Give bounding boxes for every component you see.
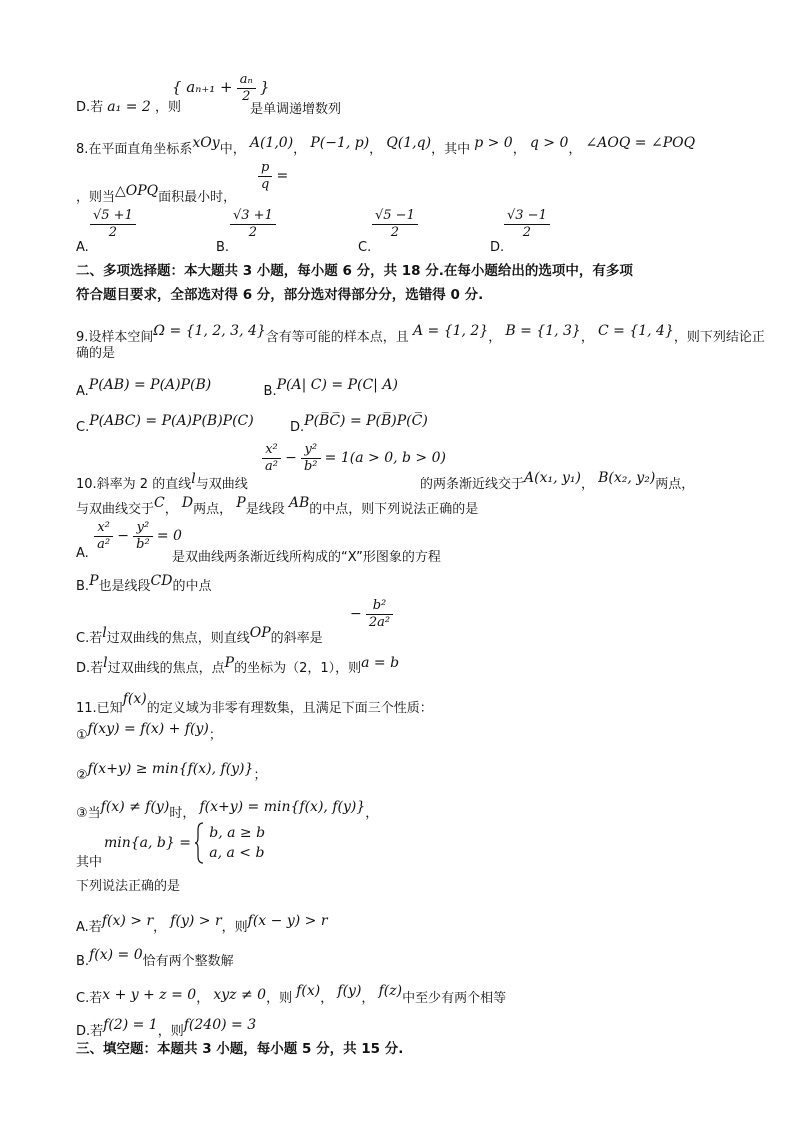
q9-sample-space: Ω = {1, 2, 3, 4}: [153, 323, 266, 339]
q8-text-e: 面积最小时，: [158, 190, 237, 205]
q10-opt-a-x-num: x²: [94, 520, 113, 537]
q9-option-a[interactable]: P(AB) = P(A)P(B): [88, 377, 212, 393]
q11-opt-a-sep: ，: [153, 920, 167, 935]
q10-point-b: B(x₂, y₂): [598, 470, 656, 486]
q8-point-q: Q(1,q): [386, 135, 432, 151]
q9-text-c: ，则下列结论正: [673, 330, 765, 345]
q11-opt-a-result: f(x − y) > r: [247, 913, 328, 929]
q10-opt-c-neg: −: [350, 606, 362, 622]
q8-angle-equality: ∠AOQ = ∠POQ: [585, 135, 696, 151]
q11-option-a-label: A.若: [76, 920, 102, 935]
q10-opt-d-eq: a = b: [361, 655, 400, 671]
q10-hyperbola: [262, 442, 446, 475]
q7-d-mid: ，则: [154, 100, 181, 115]
q10-segment-ab: AB: [288, 495, 310, 511]
q8-pq-ratio: [258, 160, 288, 193]
q11-opt-d-result: f(240) = 3: [183, 1017, 257, 1033]
q8-pq-eq: =: [276, 168, 289, 184]
q7-d-prefix: D.若: [76, 100, 104, 115]
q8-option-b-label: B.: [216, 240, 230, 255]
q9-text-a: 9.设样本空间: [76, 330, 154, 345]
q8-text-c: ，其中: [431, 142, 471, 157]
q11-option-c-label: C.若: [76, 991, 103, 1006]
q10-opt-c-den: 2a²: [368, 615, 391, 630]
q10-hyp-y-num: y²: [301, 442, 321, 459]
q9-option-c[interactable]: P(ABC) = P(A)P(B)P(C): [89, 413, 254, 429]
q9-stem-line2: 确的是: [76, 346, 116, 361]
q11-option-b-label: B.: [76, 954, 90, 969]
q9-set-c: C = {1, 4}: [598, 323, 674, 339]
q10-option-d[interactable]: [76, 654, 399, 678]
q10-opt-d-text-a: 过双曲线的焦点，点: [107, 661, 225, 676]
q7-d-seq-left: { aₙ₊₁ +: [172, 78, 233, 96]
q11-fx: f(x): [122, 691, 147, 707]
q10-text-e: 与双曲线交于: [76, 502, 155, 517]
q11-opt-c-f2: f(y): [337, 983, 362, 999]
q8-option-d[interactable]: [490, 208, 550, 255]
q7-d-tail: 是单调递增数列: [250, 102, 342, 117]
q8-text-d: ，则当: [76, 190, 116, 205]
q10-hyp-minus: −: [285, 450, 297, 466]
q10-text-g: 是线段: [245, 502, 285, 517]
q8-option-b[interactable]: [216, 208, 276, 255]
q10-hyp-x-den: a²: [265, 459, 278, 474]
q7-d-seq-num: aₙ: [237, 72, 256, 89]
q10-opt-c-op: OP: [249, 625, 271, 641]
q9-option-b[interactable]: P(A| C) = P(C| A): [276, 377, 398, 393]
q8-stem-line2: [76, 182, 236, 207]
q11-p3-formula: f(x+y) = min{f(x), f(y)}: [199, 799, 366, 815]
q9-sep: ，: [488, 330, 502, 345]
q10-opt-c-l: l: [102, 625, 107, 641]
q11-property-3: [76, 798, 378, 823]
q8-sep: ，: [568, 142, 582, 157]
q11-cases: [209, 823, 265, 863]
q11-p3-end: ，: [365, 806, 379, 821]
q10-text-d: 两点，: [655, 477, 695, 492]
q11-p1-mark: ①: [76, 728, 88, 743]
q11-option-d[interactable]: [76, 1016, 256, 1041]
q11-opt-d-cond: f(2) = 1: [103, 1017, 158, 1033]
q10-text-b: 与双曲线: [195, 477, 248, 492]
q10-point-c: C: [154, 495, 165, 511]
q11-p3-mid: 时，: [169, 806, 196, 821]
q8-p-positive: p > 0: [474, 135, 513, 151]
q8-pq-num: p: [258, 160, 272, 177]
q8-option-d-label: D.: [490, 240, 505, 255]
q10-opt-d-text-b: 的坐标为（2，1），则: [234, 661, 362, 676]
q8-point-a: A(1,0): [249, 135, 294, 151]
q11-opt-a-c2: f(y) > r: [170, 913, 222, 929]
q10-text-h: 的中点，则下列说法正确的是: [309, 502, 479, 517]
q11-property-2: [76, 760, 266, 785]
q11-option-c[interactable]: [76, 982, 506, 1008]
q11-property-1: [76, 720, 222, 745]
q10-opt-a-x-den: a²: [97, 537, 111, 552]
q10-sep: ，: [580, 477, 594, 492]
q10-option-b[interactable]: [76, 572, 211, 596]
q8-xoy: xOy: [192, 135, 220, 151]
q10-opt-b-p: P: [89, 573, 99, 589]
q10-option-c[interactable]: [76, 624, 323, 648]
q10-text-f: 两点，: [193, 502, 233, 517]
q8-option-c-den: 2: [390, 225, 400, 240]
q9-options-cd: [76, 412, 428, 437]
q8-option-c-label: C.: [358, 240, 372, 255]
q11-opt-a-c1: f(x) > r: [101, 913, 154, 929]
q10-hyp-y-den: b²: [303, 459, 318, 474]
q11-p1-formula: f(xy) = f(x) + f(y): [87, 721, 209, 737]
q8-sep: ，: [293, 142, 307, 157]
q10-stem-line1-tail: [420, 470, 694, 492]
q8-option-d-den: 2: [522, 225, 532, 240]
q11-option-d-label: D.若: [76, 1024, 104, 1039]
q10-opt-b-cd: CD: [150, 573, 173, 589]
q11-min-def: min{a, b} =: [104, 835, 191, 851]
q10-option-a[interactable]: [76, 520, 182, 561]
q9-option-d-label: D.: [290, 420, 305, 435]
q11-p3-mark: ③当: [76, 806, 101, 821]
q10-opt-c-text-a: 过双曲线的焦点，则直线: [106, 631, 250, 646]
q9-option-a-label: A.: [76, 384, 89, 399]
q8-option-b-num: √3 +1: [230, 208, 276, 225]
q10-line-l: l: [191, 471, 196, 487]
q8-option-a-den: 2: [108, 225, 118, 240]
q8-option-c[interactable]: [358, 208, 418, 255]
q9-option-b-label: B.: [263, 384, 277, 399]
q10-text-c: 的两条渐近线交于: [420, 477, 525, 492]
q10-opt-b-text-a: 也是线段: [98, 579, 151, 594]
q10-opt-c-text-b: 的斜率是: [270, 631, 323, 646]
q11-option-b[interactable]: [76, 946, 234, 971]
q8-text-a: 8.在平面直角坐标系: [76, 142, 193, 157]
q9-set-b: B = {1, 3}: [505, 323, 581, 339]
q11-option-a[interactable]: [76, 912, 328, 937]
q11-where: 其中: [76, 855, 103, 870]
q10-stem-line2: [76, 494, 478, 519]
q10-opt-a-y-frac: [133, 520, 153, 553]
q8-option-b-den: 2: [248, 225, 258, 240]
section-3-heading: 三、填空题：本题共 3 小题，每小题 5 分，共 15 分.: [76, 1041, 404, 1057]
q8-option-a-label: A.: [76, 240, 89, 255]
q10-opt-a-eq: = 0: [156, 528, 182, 544]
q11-p1-end: ；: [208, 728, 222, 743]
q11-p2-formula: f(x+y) ≥ min{f(x), f(y)}: [87, 761, 254, 777]
q11-opt-a-then: ，则: [221, 920, 248, 935]
q8-option-a-num: √5 +1: [90, 208, 136, 225]
q11-opt-c-c1: x + y + z = 0: [102, 987, 197, 1003]
section-2-heading-line1: 二、多项选择题：本大题共 3 小题，每小题 6 分，共 18 分.在每小题给出的选项中，有多项: [76, 263, 633, 279]
q7-d-seq-den: 2: [242, 89, 251, 104]
q8-option-d-num: √3 −1: [504, 208, 550, 225]
q8-stem-line1: [76, 134, 695, 159]
q10-opt-b-text-b: 的中点: [172, 579, 212, 594]
q10-opt-a-minus: −: [117, 528, 129, 544]
q8-text-b: 中，: [219, 142, 246, 157]
q11-opt-c-f3: f(z): [378, 983, 403, 999]
q11-text-b: 的定义域为非零有理数集，且满足下面三个性质：: [146, 701, 433, 716]
q8-option-b-frac: [230, 208, 276, 241]
q10-opt-a-x-frac: [94, 520, 113, 553]
q10-hyp-x-num: x²: [262, 442, 281, 459]
q11-intro: 下列说法正确的是: [76, 879, 181, 894]
q7-d-condition: a₁ = 2: [107, 99, 151, 115]
q10-opt-a-y-den: b²: [136, 537, 150, 552]
q8-triangle: △OPQ: [115, 183, 159, 199]
q11-text-a: 11.已知: [76, 701, 123, 716]
q10-text-a: 10.斜率为 2 的直线: [76, 477, 192, 492]
q11-p2-mark: ②: [76, 768, 88, 783]
q10-opt-a-y-num: y²: [133, 520, 153, 537]
q11-opt-c-then: ，则: [266, 991, 293, 1006]
q11-opt-c-s2: ，: [361, 991, 375, 1006]
q8-option-a-frac: [90, 208, 136, 241]
q7-d-seq-right: }: [259, 78, 270, 96]
q10-hyp-y-frac: [301, 442, 321, 475]
q11-opt-c-text: 中至少有两个相等: [402, 991, 507, 1006]
q9-options-ab: [76, 376, 398, 401]
q11-opt-c-s1: ，: [320, 991, 334, 1006]
q11-stem: [76, 690, 433, 718]
q11-case-1: b, a ≥ b: [209, 825, 266, 841]
q10-option-c-label: C.若: [76, 631, 103, 646]
q8-sep: ，: [369, 142, 383, 157]
q10-hyp-rest: = 1(a > 0, b > 0): [324, 450, 446, 466]
q10-option-a-label: A.: [76, 546, 89, 561]
q11-case-2: a, a < b: [209, 845, 265, 861]
q8-option-c-frac: [372, 208, 418, 241]
q10-sep: ，: [164, 502, 178, 517]
q9-sep: ，: [580, 330, 594, 345]
q10-opt-d-p: P: [224, 655, 235, 671]
q11-opt-b-text: 恰有两个整数解: [142, 954, 234, 969]
q8-option-c-num: √5 −1: [372, 208, 418, 225]
q11-left-brace: [195, 822, 205, 864]
q11-min-definition: [104, 822, 265, 864]
q10-opt-d-l: l: [103, 655, 108, 671]
q10-opt-c-num: b²: [366, 598, 393, 615]
q11-p2-end: ；: [253, 768, 267, 783]
q8-option-d-frac: [504, 208, 550, 241]
q11-opt-c-c2: xyz ≠ 0: [213, 987, 267, 1003]
q9-stem-line1: [76, 322, 765, 347]
q11-opt-c-sep: ，: [196, 991, 210, 1006]
q8-q-positive: q > 0: [529, 135, 569, 151]
q10-point-a: A(x₁, y₁): [524, 470, 581, 486]
q10-option-d-label: D.若: [76, 661, 104, 676]
q9-option-d[interactable]: P(B̅C̅) = P(B̅)P(C̅): [304, 413, 428, 429]
q10-option-a-text: 是双曲线两条渐近线所构成的“X”形图象的方程: [172, 550, 441, 565]
q10-point-d: D: [181, 495, 194, 511]
section-2-heading-line2: 符合题目要求，全部选对得 6 分，部分选对得部分分，选错得 0 分.: [76, 287, 484, 303]
q8-pq-frac: [258, 160, 272, 193]
q8-sep: ，: [512, 142, 526, 157]
q7-option-d: [76, 98, 181, 117]
q9-option-c-label: C.: [76, 420, 90, 435]
q11-opt-c-f1: f(x): [296, 983, 321, 999]
q10-opt-c-slope: [350, 598, 393, 631]
q11-opt-b-eq: f(x) = 0: [89, 947, 143, 963]
q11-opt-d-then: ，则: [157, 1024, 184, 1039]
q10-opt-c-frac: [366, 598, 393, 631]
q9-text-b: 含有等可能的样本点，且: [265, 330, 409, 345]
q10-point-p: P: [236, 495, 246, 511]
q10-option-b-label: B.: [76, 579, 90, 594]
q8-option-a[interactable]: [76, 208, 136, 255]
q9-set-a: A = {1, 2}: [412, 323, 489, 339]
q8-point-p: P(−1, p): [310, 135, 370, 151]
q11-p3-cond: f(x) ≠ f(y): [100, 799, 170, 815]
q10-stem-line1: [76, 470, 248, 494]
q10-hyp-x-frac: [262, 442, 281, 475]
q8-pq-den: q: [261, 177, 270, 192]
